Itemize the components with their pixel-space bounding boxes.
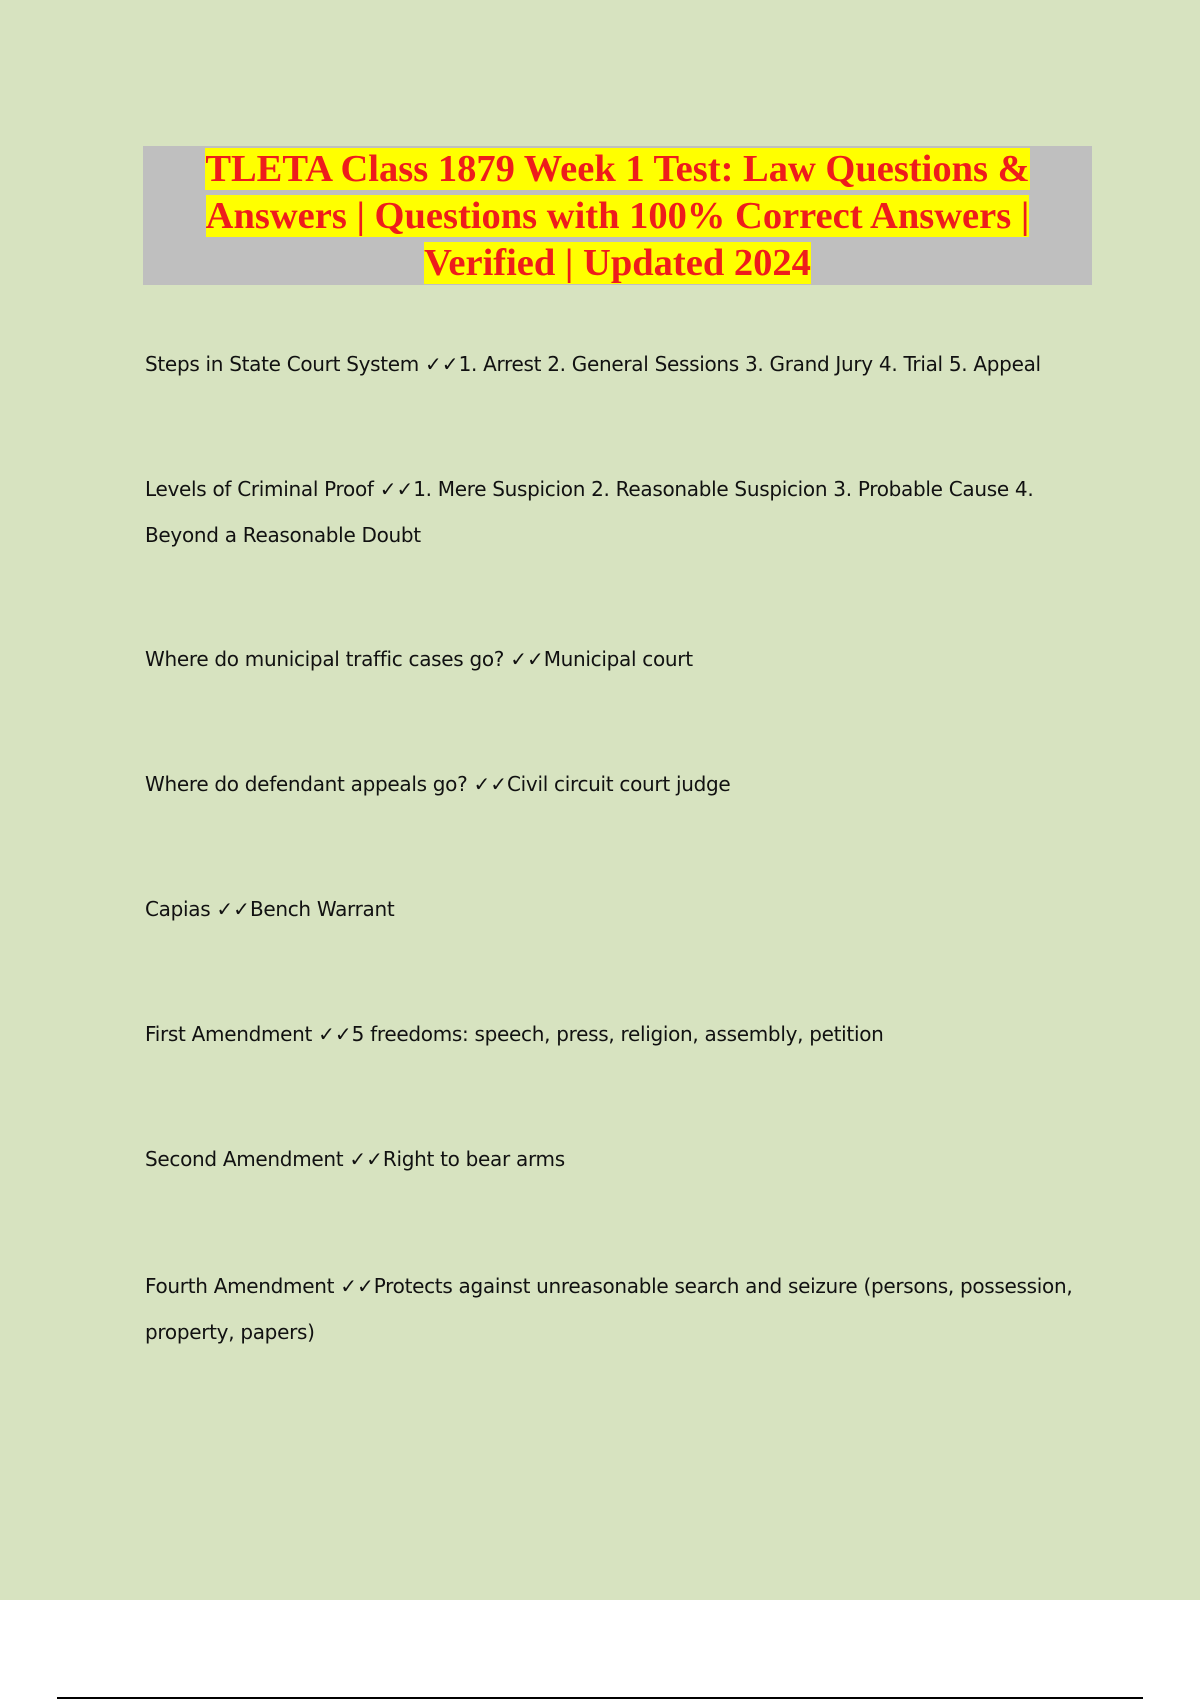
qa-item-municipal-traffic: [145, 636, 1095, 682]
title-line-1: TLETA Class 1879 Week 1 Test: Law Questions &: [205, 148, 1030, 190]
qa-item-levels-criminal-proof: [145, 466, 1095, 558]
qa-answer: Municipal court: [543, 647, 693, 671]
qa-answer: 1. Arrest 2. General Sessions 3. Grand Jury 4. Trial 5. Appeal: [458, 352, 1041, 376]
qa-answer: Protects against unreasonable search and seizure (persons, possession, property, papers): [145, 1274, 1073, 1344]
qa-item-steps-state-court: [145, 341, 1095, 387]
qa-term: Second Amendment: [145, 1147, 344, 1171]
check-icon: ✓✓: [473, 772, 508, 796]
qa-item-capias: [145, 886, 1095, 932]
qa-term: Capias: [145, 897, 211, 921]
title-line-3: Verified | Updated 2024: [424, 242, 811, 284]
check-icon: ✓✓: [216, 897, 250, 921]
check-icon: ✓✓: [379, 477, 414, 501]
qa-item-defendant-appeals: [145, 761, 1095, 807]
footer-divider: [57, 1697, 1143, 1699]
document-title: [143, 146, 1092, 287]
qa-term: First Amendment: [145, 1022, 313, 1046]
qa-answer: Right to bear arms: [382, 1147, 565, 1171]
document-title-block: [143, 146, 1092, 285]
qa-answer: Civil circuit court judge: [507, 772, 731, 796]
check-icon: ✓✓: [349, 1147, 383, 1171]
qa-term: Where do municipal traffic cases go?: [145, 647, 505, 671]
check-icon: ✓✓: [318, 1022, 352, 1046]
title-line-2: Answers | Questions with 100% Correct Answers |: [205, 195, 1030, 237]
qa-term: Fourth Amendment: [145, 1274, 335, 1298]
qa-term: Levels of Criminal Proof: [145, 477, 374, 501]
qa-answer: 1. Mere Suspicion 2. Reasonable Suspicion 3. Probable Cause 4. Beyond a Reasonable Doubt: [145, 477, 1034, 547]
qa-term: Where do defendant appeals go?: [145, 772, 468, 796]
check-icon: ✓✓: [510, 647, 544, 671]
qa-item-first-amendment: [145, 1011, 1095, 1057]
qa-item-second-amendment: [145, 1136, 1095, 1182]
qa-answer: Bench Warrant: [249, 897, 395, 921]
qa-term: Steps in State Court System: [145, 352, 419, 376]
qa-answer: 5 freedoms: speech, press, religion, assembly, petition: [351, 1022, 884, 1046]
check-icon: ✓✓: [425, 352, 459, 376]
check-icon: ✓✓: [340, 1274, 374, 1298]
qa-item-fourth-amendment: [145, 1263, 1095, 1355]
